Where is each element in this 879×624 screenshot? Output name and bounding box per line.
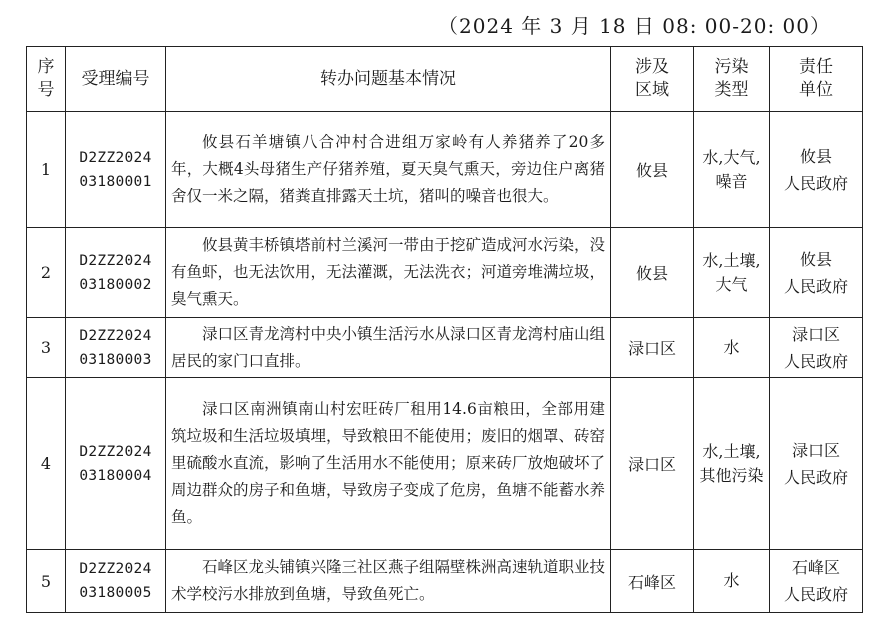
row-number-part-a: D2ZZ2024 (79, 149, 152, 166)
row-unit-line-a: 攸县 (799, 146, 832, 166)
row-region: 石峰区 (611, 550, 694, 613)
row-number (66, 228, 166, 318)
row-region: 渌口区 (611, 378, 694, 550)
header-seq: 序号 (27, 47, 66, 112)
row-number (66, 318, 166, 378)
row-unit-line-b: 人民政府 (783, 585, 848, 604)
header-unit: 责任单位 (770, 47, 863, 112)
row-description: 渌口区青龙湾村中央小镇生活污水从渌口区青龙湾村庙山组居民的家门口直排。 (166, 318, 611, 378)
complaint-table (26, 46, 863, 613)
row-unit-line-b: 人民政府 (783, 276, 848, 296)
row-unit-line-a: 渌口区 (791, 440, 840, 460)
row-pollution-type: 水,大气,噪音 (694, 112, 770, 228)
row-number (66, 550, 166, 613)
row-number-part-a: D2ZZ2024 (79, 252, 152, 269)
row-description: 渌口区南洲镇南山村宏旺砖厂租用14.6亩粮田，全部用建筑垃圾和生活垃圾填埋，导致粮田不能使用；废旧的烟罩、砖窑里硫酸水直流，影响了生活用水不能使用；原来砖厂放炮破坏了周边群众的房子和鱼塘，导致房子变成了危房，鱼塘不能蓄水养鱼。 (166, 378, 611, 550)
row-seq: 3 (27, 318, 66, 378)
table-row (27, 550, 863, 613)
row-description: 攸县黄丰桥镇塔前村兰溪河一带由于挖矿造成河水污染，没有鱼虾，也无法饮用，无法灌溉，无法洗衣；河道旁堆满垃圾，臭气熏天。 (166, 228, 611, 318)
row-seq: 1 (27, 112, 66, 228)
row-number-part-b: 03180005 (79, 585, 152, 601)
row-unit-line-b: 人民政府 (783, 173, 848, 193)
row-number-part-b: 03180004 (79, 467, 152, 484)
row-description: 石峰区龙头铺镇兴隆三社区燕子组隔壁株洲高速轨道职业技术学校污水排放到鱼塘，导致鱼死亡。 (166, 550, 611, 613)
row-responsible-unit (770, 378, 863, 550)
row-number-part-b: 03180003 (79, 351, 152, 368)
table-row (27, 318, 863, 378)
row-number-part-a: D2ZZ2024 (79, 327, 152, 344)
row-responsible-unit (770, 550, 863, 613)
row-unit-line-b: 人民政府 (783, 351, 848, 371)
row-number-part-a: D2ZZ2024 (79, 561, 152, 577)
row-unit-line-a: 攸县 (799, 249, 832, 269)
row-number-part-a: D2ZZ2024 (79, 443, 152, 460)
row-pollution-type: 水 (694, 550, 770, 613)
row-unit-line-a: 石峰区 (791, 558, 840, 577)
row-number-part-b: 03180002 (79, 276, 152, 293)
table-row (27, 112, 863, 228)
row-pollution-type: 水,土壤,其他污染 (694, 378, 770, 550)
row-responsible-unit (770, 228, 863, 318)
row-responsible-unit (770, 112, 863, 228)
header-region: 涉及区域 (611, 47, 694, 112)
table-row (27, 378, 863, 550)
row-number (66, 378, 166, 550)
row-seq: 2 (27, 228, 66, 318)
row-region: 渌口区 (611, 318, 694, 378)
row-seq: 4 (27, 378, 66, 550)
row-responsible-unit (770, 318, 863, 378)
row-unit-line-b: 人民政府 (783, 467, 848, 487)
header-description: 转办问题基本情况 (166, 47, 611, 112)
header-number: 受理编号 (66, 47, 166, 112)
row-number (66, 112, 166, 228)
row-pollution-type: 水,土壤,大气 (694, 228, 770, 318)
header-type: 污染类型 (694, 47, 770, 112)
row-unit-line-a: 渌口区 (791, 324, 840, 344)
table-row (27, 228, 863, 318)
row-pollution-type: 水 (694, 318, 770, 378)
row-number-part-b: 03180001 (79, 173, 152, 190)
row-region: 攸县 (611, 228, 694, 318)
row-seq: 5 (27, 550, 66, 613)
row-description: 攸县石羊塘镇八合冲村合进组万家岭有人养猪养了20多年，大概4头母猪生产仔猪养殖，夏天臭气熏天，旁边住户离猪舍仅一米之隔，猪粪直排露天土坑，猪叫的噪音也很大。 (166, 112, 611, 228)
report-period: （2024 年 3 月 18 日 08: 00-20: 00） (438, 14, 831, 38)
header-row (27, 47, 863, 112)
row-region: 攸县 (611, 112, 694, 228)
